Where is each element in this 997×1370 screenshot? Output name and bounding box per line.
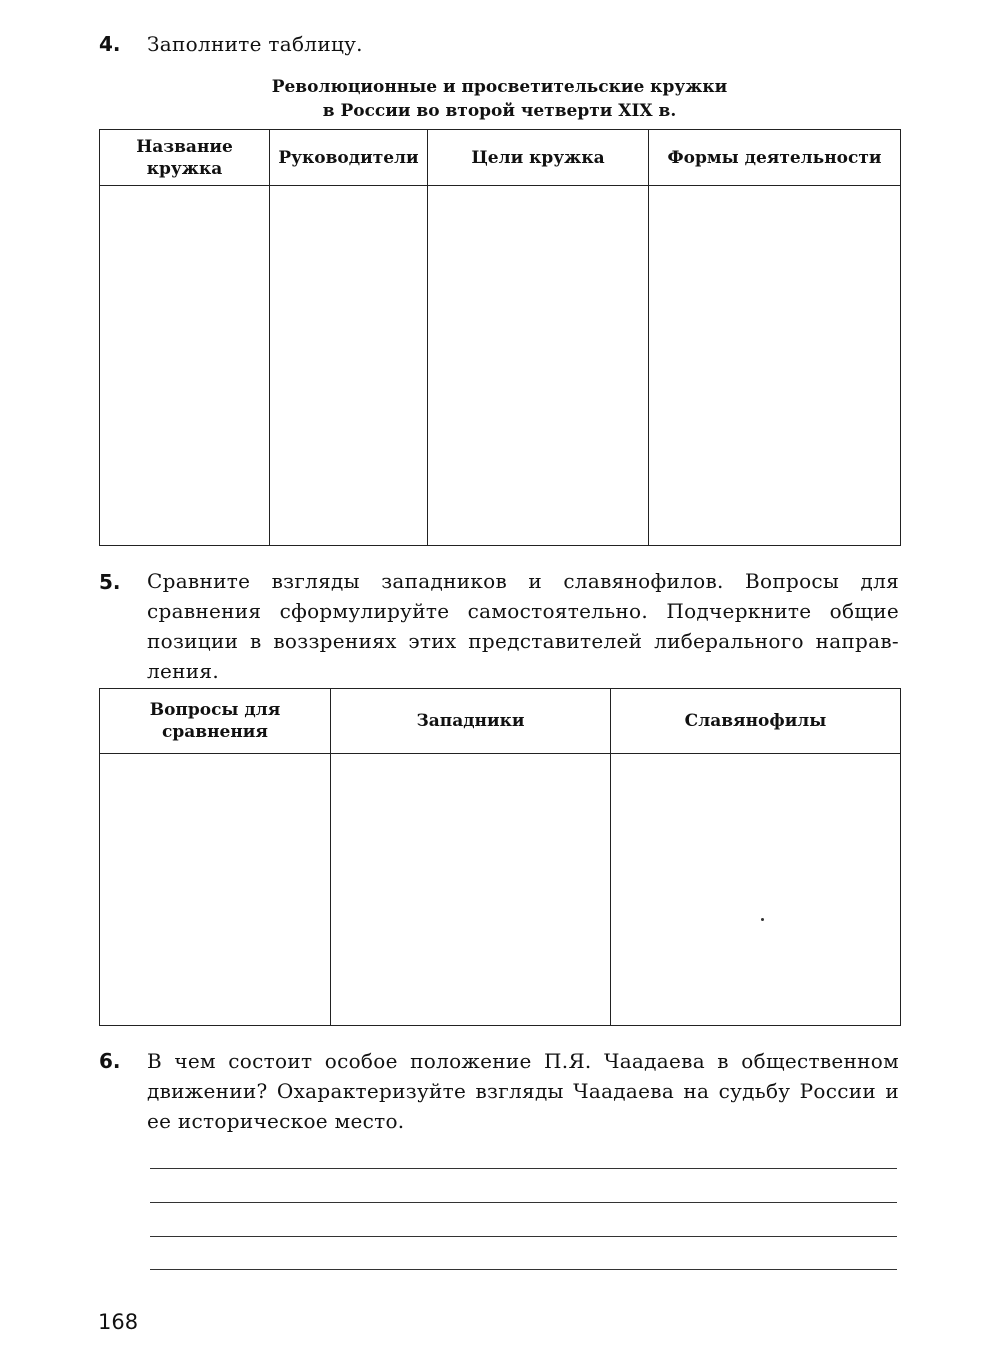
header-goals: Цели кружка bbox=[428, 130, 649, 186]
header-activities: Формы деятельности bbox=[649, 130, 901, 186]
header-slavophiles: Славянофилы bbox=[611, 689, 901, 754]
header-circle-name: Название кружка bbox=[100, 130, 270, 186]
answer-cell-questions[interactable] bbox=[100, 754, 331, 1026]
answer-line[interactable] bbox=[150, 1202, 897, 1203]
answer-cell-activities[interactable] bbox=[649, 186, 901, 546]
task-4-instruction: Заполните таблицу. bbox=[147, 32, 363, 56]
circles-table bbox=[99, 129, 901, 546]
header-leaders: Руководители bbox=[270, 130, 428, 186]
answer-cell-slavophiles[interactable] bbox=[611, 754, 901, 1026]
answer-line[interactable] bbox=[150, 1168, 897, 1169]
task-4-number: 4. bbox=[99, 32, 121, 56]
circles-table-answer-row bbox=[100, 186, 901, 546]
comparison-table-answer-row bbox=[100, 754, 901, 1026]
task-5-number: 5. bbox=[99, 570, 121, 594]
task-6-number: 6. bbox=[99, 1049, 121, 1073]
answer-line[interactable] bbox=[150, 1236, 897, 1237]
table-1-title-line1: Революционные и просветительские кружки bbox=[271, 77, 728, 97]
answer-line[interactable] bbox=[150, 1269, 897, 1270]
answer-cell-westernizers[interactable] bbox=[331, 754, 611, 1026]
print-speck bbox=[761, 918, 764, 921]
task-6-text: В чем состоит особое положение П.Я. Чаадаева в общественном движении? Охарактеризуйте взгляды Чаадаева на судьбу России и ее историческое место. bbox=[147, 1049, 899, 1133]
page-number: 168 bbox=[98, 1310, 139, 1334]
circles-table-header-row bbox=[100, 130, 901, 186]
answer-cell-leaders[interactable] bbox=[270, 186, 428, 546]
comparison-table bbox=[99, 688, 901, 1026]
table-1-title bbox=[99, 75, 900, 123]
answer-cell-goals[interactable] bbox=[428, 186, 649, 546]
header-questions: Вопросы для сравнения bbox=[100, 689, 331, 754]
task-5-text: Сравните взгляды западников и славянофилов. Вопросы для сравнения сформулируйте самостоятельно. Подчеркните общие позиции в воззрениях этих представителей либерального направ-ления. bbox=[147, 569, 899, 683]
table-1-title-line2: в России во второй четверти XIX в. bbox=[322, 101, 677, 121]
answer-cell-circle-name[interactable] bbox=[100, 186, 270, 546]
comparison-table-header-row bbox=[100, 689, 901, 754]
header-westernizers: Западники bbox=[331, 689, 611, 754]
